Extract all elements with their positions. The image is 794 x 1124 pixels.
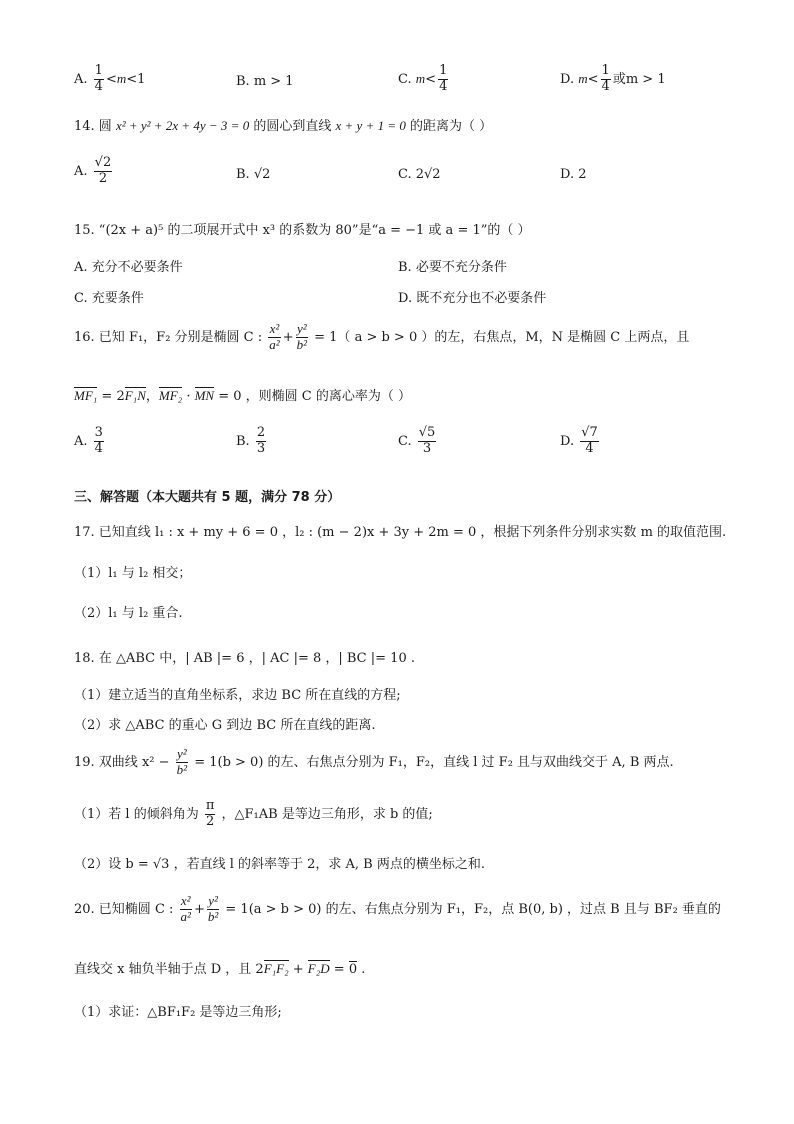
frac-den: b² [176,761,188,777]
q16-eq: = 2 [97,389,125,404]
q20-stem-line2 [74,958,365,977]
frac-den: 4 [94,78,103,94]
q13-a-fraction [94,64,104,95]
vector-mf2: MF₂ [158,388,183,403]
q13-d-m: m [578,70,588,86]
q19-sub1-b: ，△F₁AB 是等边三角形，求 b 的值; [221,806,433,822]
frac-den: a² [269,336,280,352]
q13-c-m: m [415,70,426,86]
q14-tail: 的距离为（ ） [410,119,493,134]
q16-option-b [236,426,268,457]
q17-sub2: （2）l₁ 与 l₂ 重合. [74,606,183,621]
q14-option-c: C. 2√2 [398,167,441,182]
frac-den: 3 [256,440,266,456]
frac-den: 2 [98,170,108,186]
q16-option-c [398,426,438,457]
q20-stem-line1 [74,894,721,925]
q16-c-label: C. [398,433,412,449]
q13-a-label: A. [74,71,88,87]
vector-f2d: F₂D [307,961,330,976]
q20-x-fraction [180,894,192,925]
frac-den: b² [296,336,307,352]
q16-comma: ， [145,389,159,404]
q14-equation: x² + y² + 2x + 4y − 3 = 0 [115,118,250,133]
q16-stem-line1 [74,322,689,353]
section-heading: 三、解答题（本大题共有 5 题，满分 78 分） [74,490,341,505]
frac-num: √7 [581,425,598,440]
q16-b-fraction [256,426,266,457]
q20-part2: = 1(a > b > 0) 的左、右焦点分别为 F₁，F₂，点 B(0, b) ，过点 B 且与 BF₂ 垂直的 [225,901,721,917]
q16-part3: = 0 ，则椭圆 C 的离心率为（ ） [214,389,411,404]
q15-option-a: A. 充分不必要条件 [74,260,183,275]
vector-zero: 0 [348,962,358,977]
q15-stem: 15. “(2x + a)⁵ 的二项展开式中 x³ 的系数为 80”是“a = −1 或 a = 1”的（ ） [74,223,531,238]
q18-stem: 18. 在 △ABC 中，| AB |= 6 ，| AC |= 8 ，| BC |= 10 . [74,651,415,666]
q16-plus: + [282,329,294,345]
q16-a-label: A. [74,433,88,449]
frac-den: a² [180,908,191,924]
q16-b-label: B. [236,433,250,449]
q13-a-lt: < [105,71,117,87]
frac-num: 1 [439,63,448,78]
q19-part1: 19. 双曲线 x² − [74,754,170,770]
q13-d-tail: m > 1 [625,71,666,87]
q19-stem [74,747,674,778]
q20-line2-b: . [357,962,366,977]
q14-a-label: A. [74,163,88,179]
q20-sub1: （1）求证：△BF₁F₂ 是等边三角形; [74,1005,282,1020]
frac-num: y² [208,893,218,908]
q16-stem-line2 [74,385,411,404]
q20-part1: 20. 已知椭圆 C : [74,901,174,917]
q20-plus2: + [288,962,308,977]
q13-option-a [74,64,145,95]
q14-option-a [74,156,114,187]
frac-num: y² [296,321,307,336]
vector-mn: MN [194,388,215,403]
q20-eq: = [329,962,349,977]
q16-d-fraction [580,426,599,457]
q20-line2-a: 直线交 x 轴负半轴于点 D ，且 2 [74,962,264,977]
q13-option-b: B. m > 1 [236,74,294,89]
vector-f1n: F₁N [124,388,146,403]
q13-a-m: m [116,70,127,86]
q16-x-fraction [268,322,280,353]
q20-plus: + [193,901,205,917]
frac-num: 3 [94,425,103,440]
frac-num: 1 [94,63,103,78]
frac-num: 1 [601,63,610,78]
frac-num: √2 [94,155,112,170]
frac-den: 4 [601,78,610,94]
q16-part1: 16. 已知 F₁，F₂ 分别是椭圆 C : [74,329,263,345]
q16-part2: = 1（ a > b > 0 ）的左，右焦点，M，N 是椭圆 C 上两点，且 [314,329,690,345]
vector-mf1: MF₁ [74,388,98,403]
frac-num: x² [269,321,280,336]
frac-den: 4 [585,440,594,456]
q16-c-fraction [418,426,437,457]
q15-option-b: B. 必要不充分条件 [398,260,507,275]
q13-option-c [398,64,450,95]
q19-sub1 [74,799,433,830]
frac-num: 2 [256,425,266,440]
q13-c-label: C. [398,71,412,87]
q17-sub1: （1）l₁ 与 l₂ 相交； [74,566,192,581]
frac-den: 4 [94,440,103,456]
q16-a-fraction [94,426,104,457]
q13-a-lt2: <1 [126,71,146,87]
q13-d-fraction [601,64,611,95]
q16-option-d [560,426,601,457]
q20-y-fraction [207,894,219,925]
q14-a-fraction [94,156,113,187]
vector-f1f2: F₁F₂ [263,961,289,976]
q14-line: x + y + 1 = 0 [335,118,406,133]
q18-sub1: （1）建立适当的直角坐标系，求边 BC 所在直线的方程; [74,688,401,703]
frac-num: x² [180,893,191,908]
frac-den: 2 [205,813,215,829]
q13-d-label: D. [560,71,575,87]
q19-sub2: （2）设 b = √3 ，若直线 l 的斜率等于 2，求 A, B 两点的横坐标之和. [74,857,485,872]
q13-d-lt: < [587,71,599,87]
frac-num: √5 [418,425,436,440]
q19-part2: = 1(b > 0) 的左、右焦点分别为 F₁，F₂，直线 l 过 F₂ 且与双曲线交于 A, B 两点. [194,754,674,770]
q16-dot: · [182,389,195,404]
q15-option-d: D. 既不充分也不必要条件 [398,291,547,306]
q16-y-fraction [296,322,308,353]
q13-option-d [560,64,666,95]
frac-den: b² [207,908,219,924]
q14-number: 14. 圆 [74,119,112,134]
q14-option-b: B. √2 [236,167,271,182]
q16-d-label: D. [560,433,575,449]
q18-sub2: （2）求 △ABC 的重心 G 到边 BC 所在直线的距离. [74,718,376,733]
frac-den: 4 [439,78,448,94]
q14-mid: 的圆心到直线 [253,119,332,134]
q17-stem: 17. 已知直线 l₁ : x + my + 6 = 0 ，l₂ : (m − 2)x + 3y + 2m = 0 ，根据下列条件分别求实数 m 的取值范围. [74,525,727,540]
frac-num: π [205,798,215,813]
q13-d-or: 或 [612,71,626,87]
q14-option-d: D. 2 [560,167,587,182]
q13-c-fraction [438,64,448,95]
q19-sub1-a: （1）若 l 的倾斜角为 [74,806,199,822]
frac-num: y² [177,746,187,761]
q15-option-c: C. 充要条件 [74,291,144,306]
frac-den: 3 [422,440,432,456]
q19-pi-fraction [205,799,216,830]
q13-c-lt: < [425,71,437,87]
q19-y-fraction [176,747,188,778]
q14-stem [74,115,492,134]
q16-option-a [74,426,106,457]
